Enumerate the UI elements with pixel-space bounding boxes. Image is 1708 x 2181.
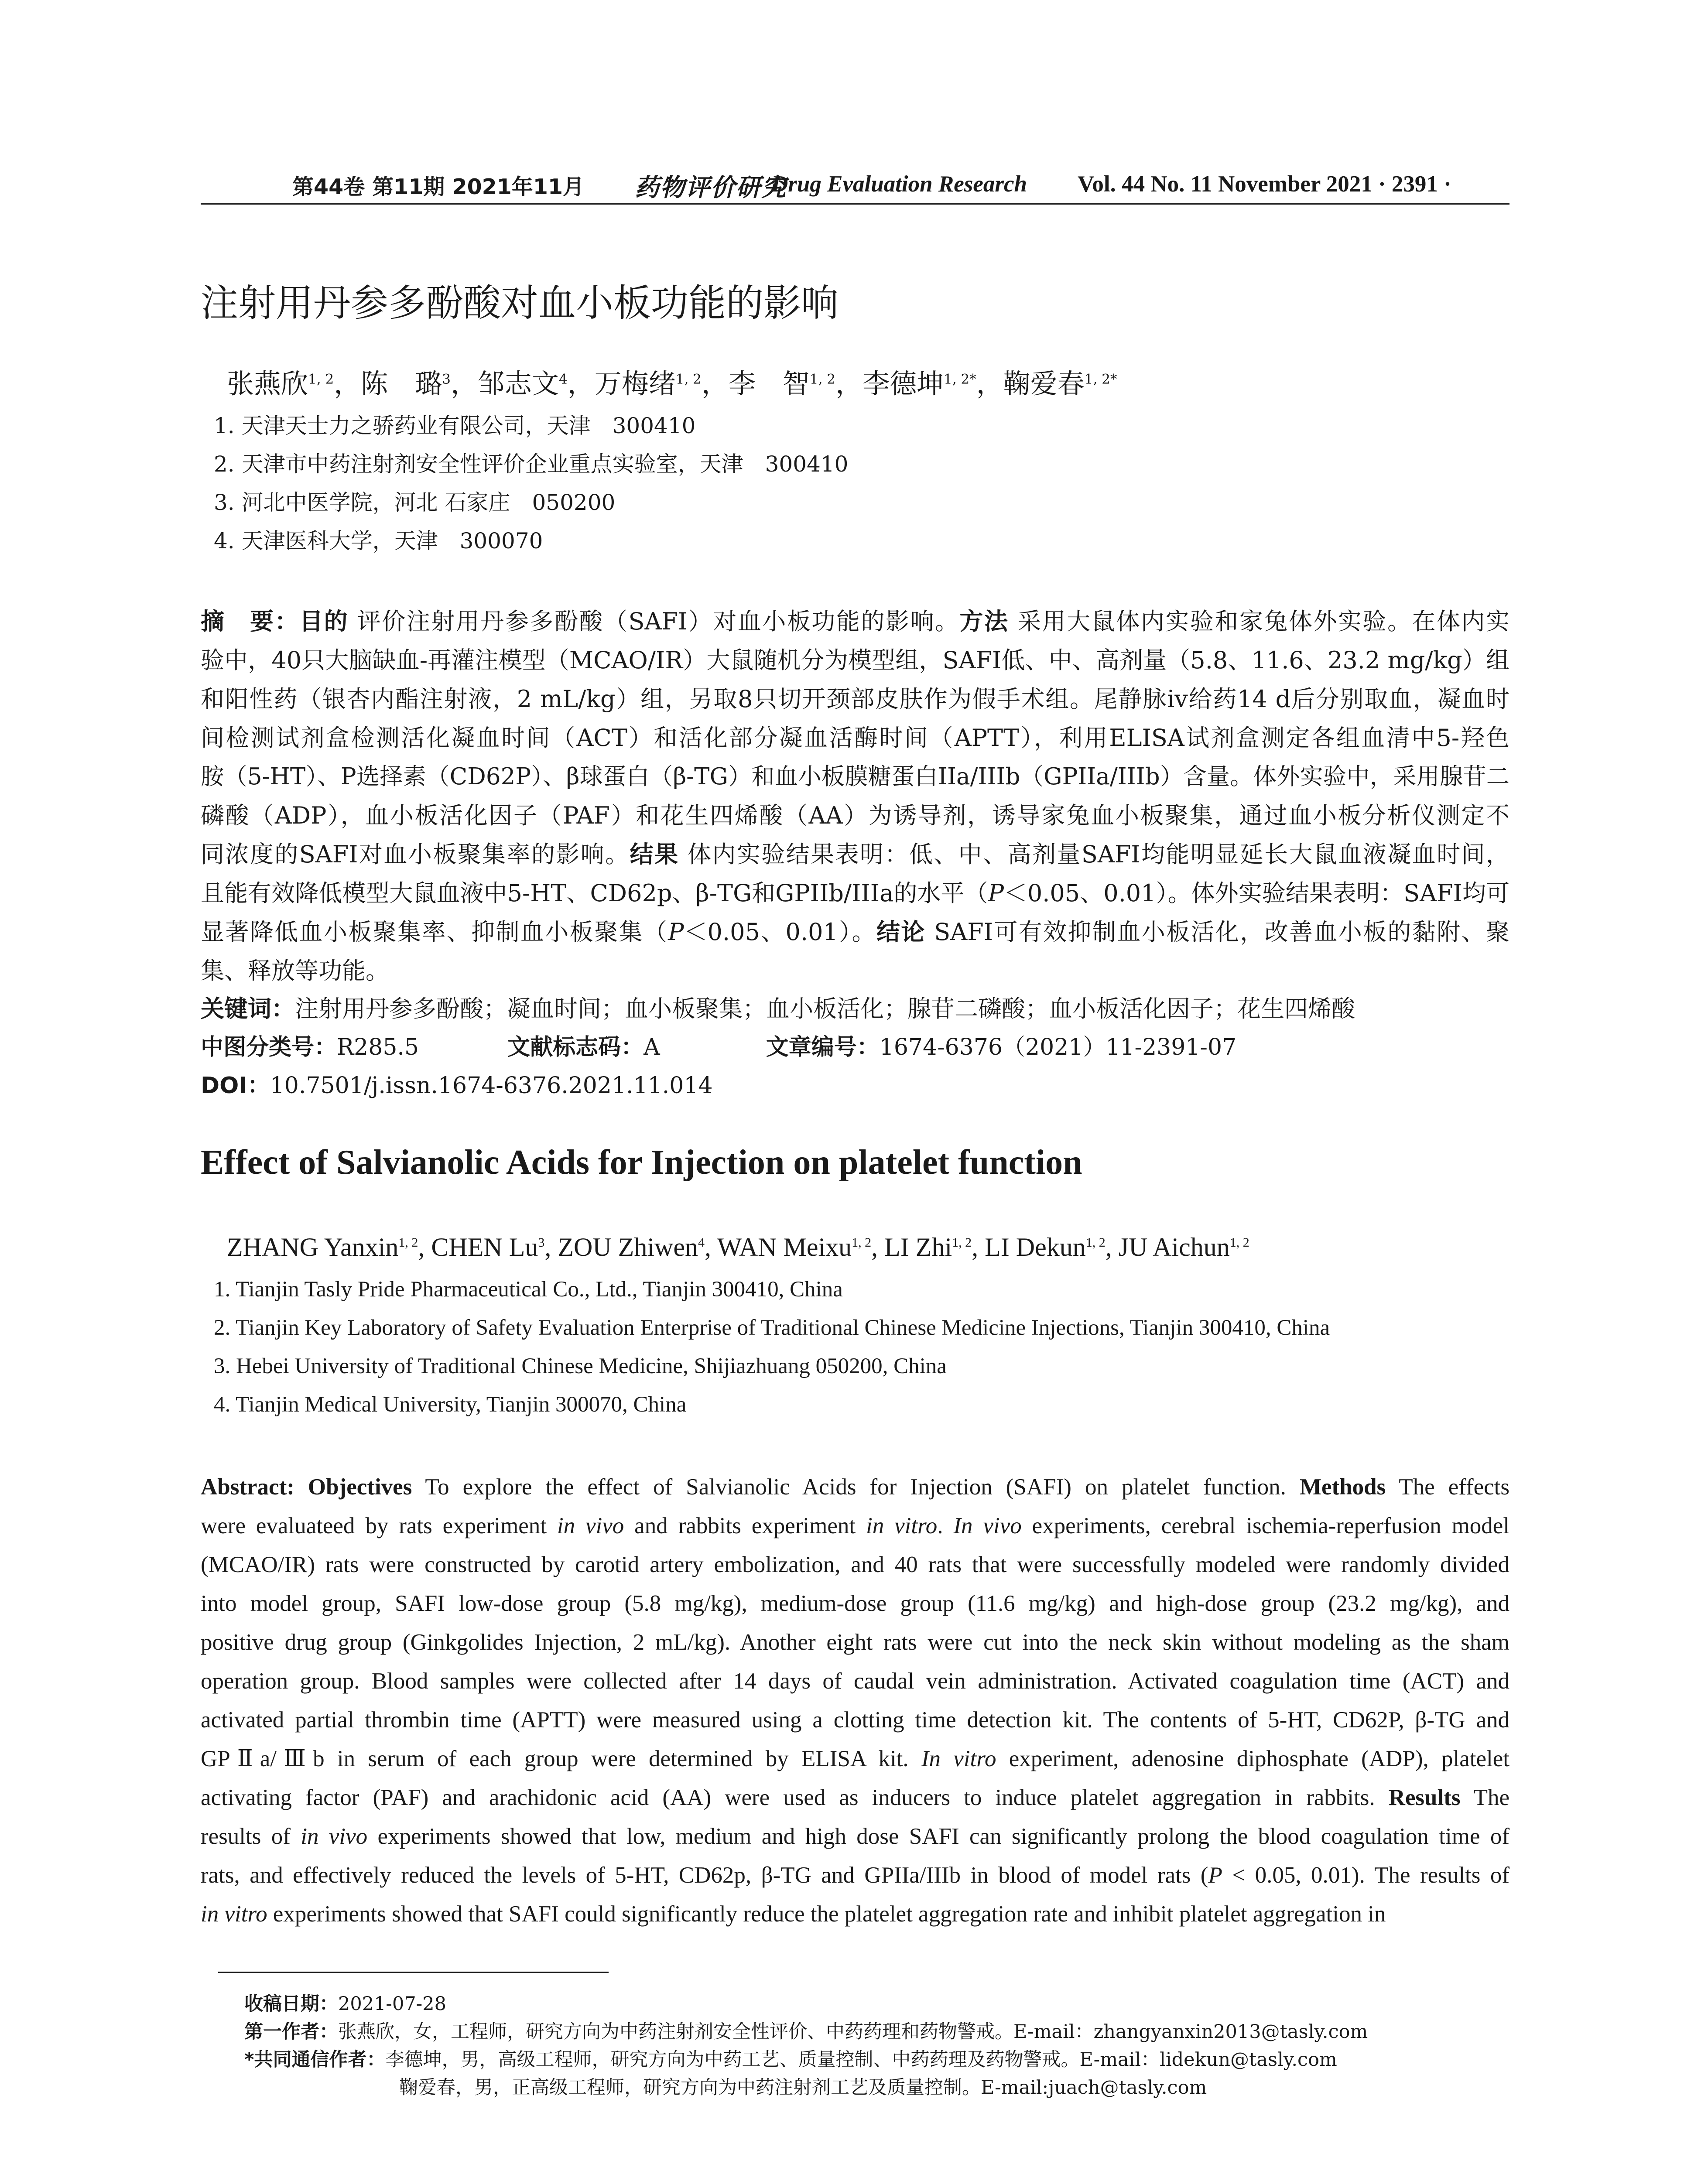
cn-abstract-line — [201, 835, 1509, 874]
en-affiliation-2: 2. Tianjin Key Laboratory of Safety Evaluation Enterprise of Traditional Chinese Medicine Injections, Tianjin 300410, China — [214, 1316, 1330, 1340]
en-abstract-line — [201, 1662, 1509, 1701]
en-abstract-line — [201, 1584, 1509, 1623]
cn-author-name: 李 智 — [728, 368, 810, 400]
abstract-text: 评价注射用丹参多酚酸（SAFI）对血小板功能的影响。 — [349, 608, 960, 635]
abstract-text: activated partial thrombin time (APTT) were measured using a clotting time detection kit. The contents of 5-HT, CD62P, β-TG and — [201, 1707, 1509, 1733]
cn-author-name: 鞠爱春 — [1003, 368, 1085, 400]
cn-authors — [227, 362, 1117, 401]
header-volume-page: Vol. 44 No. 11 November 2021 · 2391 · — [1078, 171, 1451, 197]
en-affiliation-3: 3. Hebei University of Traditional Chinese Medicine, Shijiazhuang 050200, China — [214, 1354, 947, 1378]
abstract-text: 间检测试剂盒检测活化凝血时间（ACT）和活化部分凝血活酶时间（APTT），利用ELISA试剂盒测定各组血清中5-羟色 — [201, 724, 1509, 752]
en-author-name: LI Zhi — [884, 1233, 952, 1261]
abstract-text: 集、释放等功能。 — [201, 957, 389, 985]
abstract-text: 同浓度的SAFI对血小板聚集率的影响。 — [201, 841, 630, 868]
en-author-name: LI Dekun — [985, 1233, 1086, 1261]
abstract-section-label: Results — [1388, 1785, 1461, 1810]
en-author-affil-sup: 1, 2 — [952, 1235, 972, 1250]
cn-author-affil-sup: 1, 2* — [944, 371, 976, 387]
en-affiliation-1: 1. Tianjin Tasly Pride Pharmaceutical Co., Ltd., Tianjin 300410, China — [214, 1277, 843, 1302]
en-author-affil-sup: 4 — [698, 1235, 705, 1250]
en-author-separator: , — [1105, 1233, 1119, 1261]
cn-doi — [201, 1067, 713, 1100]
cn-author-name: 陈 璐 — [361, 368, 442, 400]
cn-classification — [201, 1029, 1236, 1061]
footnote-rule — [218, 1972, 609, 1973]
abstract-text: 且能有效降低模型大鼠血液中5-HT、CD62p、β-TG和GPIIb/IIIa的水平（ — [201, 879, 988, 907]
cn-author-affil-sup: 4 — [558, 371, 568, 387]
abstract-text: operation group. Blood samples were collected after 14 days of caudal vein administration. Activated coagulation time (ACT) and — [201, 1668, 1509, 1694]
footnote-corresponding-1 — [244, 2045, 1337, 2072]
abstract-text: The effects — [1386, 1474, 1510, 1500]
en-author-separator: , — [972, 1233, 985, 1261]
cn-author-name: 万梅绪 — [594, 368, 676, 400]
cn-author-name: 邹志文 — [477, 368, 559, 400]
cn-abstract-line — [201, 951, 1509, 990]
abstract-text: into model group, SAFI low-dose group (5.8 mg/kg), medium-dose group (11.6 mg/kg) and high-dose group (23.2 mg/kg), and — [201, 1591, 1509, 1616]
keywords-label: 关键词： — [201, 995, 295, 1022]
abstract-section-label: Abstract: Objectives — [201, 1474, 412, 1500]
abstract-italic-term: in vivo — [557, 1513, 624, 1538]
keywords-text: 注射用丹参多酚酸；凝血时间；血小板聚集；血小板活化；腺苷二磷酸；血小板活化因子；花生四烯酸 — [295, 995, 1355, 1022]
first-author-label: 第一作者： — [244, 2021, 338, 2043]
en-abstract-line — [201, 1778, 1509, 1817]
cn-abstract-line — [201, 602, 1509, 641]
article-label: 文章编号： — [766, 1034, 880, 1060]
clc-value: R285.5 — [337, 1034, 419, 1060]
abstract-section-label: 结论 — [876, 918, 926, 946]
first-author-text: 张燕欣，女，工程师，研究方向为中药注射剂安全性评价、中药药理和药物警戒。E-mail：zhangyanxin2013@tasly.com — [338, 2021, 1368, 2043]
abstract-italic-term: P — [668, 918, 684, 946]
cn-affiliation-4: 4. 天津医科大学，天津 300070 — [214, 528, 543, 554]
abstract-text: 胺（5-HT）、P选择素（CD62P）、β球蛋白（β-TG）和血小板膜糖蛋白IIa/IIIb（GPIIa/IIIb）含量。体外实验中，采用腺苷二 — [201, 763, 1509, 790]
abstract-section-label: 结果 — [630, 841, 679, 868]
en-abstract-line — [201, 1856, 1509, 1895]
en-abstract-line — [201, 1740, 1509, 1778]
cn-abstract-line — [201, 796, 1509, 835]
en-author-separator: , — [544, 1233, 558, 1261]
abstract-text: experiments showed that SAFI could significantly reduce the platelet aggregation rate and inhibit platelet aggregation in — [267, 1901, 1386, 1927]
article-value: 1674-6376（2021）11-2391-07 — [879, 1034, 1237, 1060]
abstract-text: experiments showed that low, medium and high dose SAFI can significantly prolong the blood coagulation time of — [367, 1824, 1509, 1849]
abstract-text: ＜0.05、0.01）。 — [684, 918, 876, 946]
abstract-italic-term: P — [1208, 1863, 1222, 1888]
en-author-name: JU Aichun — [1118, 1233, 1230, 1261]
doc-label: 文献标志码： — [507, 1034, 644, 1060]
footnote-corresponding-2: 鞠爱春，男，正高级工程师，研究方向为中药注射剂工艺及质量控制。E-mail:juach@tasly.com — [399, 2077, 1207, 2099]
en-author-separator: , — [418, 1233, 431, 1261]
abstract-italic-term: P — [988, 879, 1004, 907]
cn-author-name: 张燕欣 — [227, 368, 308, 400]
cn-abstract-line — [201, 874, 1509, 913]
abstract-italic-term: in vivo — [301, 1824, 368, 1849]
cn-author-separator: ， — [450, 368, 478, 400]
cn-abstract-line — [201, 641, 1509, 680]
abstract-text: results of — [201, 1824, 301, 1849]
abstract-text: positive drug group (Ginkgolides Injection, 2 mL/kg). Another eight rats were cut into the neck skin without modeling as the sham — [201, 1630, 1509, 1655]
cn-abstract-line — [201, 718, 1509, 757]
cn-author-separator: ， — [701, 368, 729, 400]
journal-logo: 药物评价研究 — [635, 173, 787, 202]
header-issue: 第44卷 第11期 2021年11月 — [292, 174, 585, 199]
abstract-italic-term: In vivo — [953, 1513, 1022, 1538]
abstract-text: 和阳性药（银杏内酯注射液，2 mL/kg）组，另取8只切开颈部皮肤作为假手术组。尾静脉iv给药14 d后分别取血，凝血时 — [201, 685, 1509, 713]
en-abstract-line — [201, 1817, 1509, 1856]
header-rule — [201, 203, 1509, 205]
running-header — [201, 168, 1509, 202]
cn-author-affil-sup: 1, 2 — [675, 371, 702, 387]
cn-abstract-line — [201, 913, 1509, 951]
en-author-name: ZHANG Yanxin — [227, 1233, 399, 1261]
cn-abstract-line — [201, 680, 1509, 718]
abstract-section-label: 方法 — [959, 608, 1009, 635]
cn-title: 注射用丹参多酚酸对血小板功能的影响 — [201, 281, 839, 325]
doc-value: A — [643, 1034, 660, 1060]
abstract-text: . — [937, 1513, 954, 1538]
cn-author-separator: ， — [976, 368, 1003, 400]
en-author-name: ZOU Zhiwen — [558, 1233, 698, 1261]
abstract-italic-term: in vitro — [866, 1513, 938, 1538]
en-abstract-line — [201, 1545, 1509, 1584]
abstract-text: and rabbits experiment — [624, 1513, 866, 1538]
footnote-received — [244, 1989, 446, 2016]
en-author-affil-sup: 1, 2 — [852, 1235, 872, 1250]
received-date: 2021-07-28 — [338, 1993, 446, 2015]
abstract-text: < 0.05, 0.01). The results of — [1222, 1863, 1509, 1888]
cn-abstract — [201, 602, 1509, 990]
doi-value: 10.7501/j.issn.1674-6376.2021.11.014 — [270, 1073, 713, 1099]
abstract-text: The — [1460, 1785, 1509, 1810]
abstract-text: rats, and effectively reduced the levels of 5-HT, CD62p, β-TG and GPIIa/IIIb in blood of model rats ( — [201, 1863, 1208, 1888]
en-abstract-line — [201, 1507, 1509, 1545]
en-author-name: WAN Meixu — [717, 1233, 852, 1261]
cn-author-separator: ， — [334, 368, 361, 400]
cn-author-affil-sup: 1, 2 — [308, 371, 334, 387]
abstract-text: 验中，40只大脑缺血-再灌注模型（MCAO/IR）大鼠随机分为模型组，SAFI低、中、高剂量（5.8、11.6、23.2 mg/kg）组 — [201, 646, 1509, 674]
cn-keywords — [201, 990, 1355, 1024]
abstract-section-label: Methods — [1299, 1474, 1386, 1500]
en-author-affil-sup: 1, 2 — [398, 1235, 418, 1250]
en-title: Effect of Salvianolic Acids for Injection on platelet function — [201, 1143, 1082, 1182]
corresponding-author-1: 李德坤，男，高级工程师，研究方向为中药工艺、质量控制、中药药理及药物警戒。E-mail：lidekun@tasly.com — [385, 2049, 1337, 2071]
abstract-text: 采用大鼠体内实验和家兔体外实验。在体内实 — [1009, 608, 1510, 635]
en-abstract-line — [201, 1468, 1509, 1507]
cn-author-separator: ， — [835, 368, 863, 400]
en-authors — [227, 1232, 1249, 1262]
cn-abstract-line — [201, 757, 1509, 796]
en-abstract-line — [201, 1701, 1509, 1740]
abstract-text: GPⅡa/Ⅲb in serum of each group were determined by ELISA kit. — [201, 1746, 921, 1771]
corresponding-label: *共同通信作者： — [244, 2049, 386, 2071]
en-author-affil-sup: 1, 2 — [1229, 1235, 1249, 1250]
en-author-affil-sup: 3 — [538, 1235, 545, 1250]
abstract-section-label: 目的 — [299, 608, 349, 635]
abstract-text: were evaluateed by rats experiment — [201, 1513, 557, 1538]
abstract-text: 磷酸（ADP），血小板活化因子（PAF）和花生四烯酸（AA）为诱导剂，诱导家兔血小板聚集，通过血小板分析仪测定不 — [201, 802, 1509, 829]
cn-affiliation-3: 3. 河北中医学院，河北 石家庄 050200 — [214, 490, 616, 515]
en-abstract — [201, 1468, 1509, 1934]
abstract-text: To explore the effect of Salvianolic Acids for Injection (SAFI) on platelet function. — [412, 1474, 1300, 1500]
header-journal-name: Drug Evaluation Research — [771, 171, 1027, 197]
en-author-affil-sup: 1, 2 — [1085, 1235, 1106, 1250]
en-author-separator: , — [704, 1233, 717, 1261]
en-affiliation-4: 4. Tianjin Medical University, Tianjin 300070, China — [214, 1392, 687, 1417]
abstract-text: experiment, adenosine diphosphate (ADP), platelet — [996, 1746, 1509, 1771]
cn-author-affil-sup: 1, 2* — [1084, 371, 1117, 387]
cn-affiliation-1: 1. 天津天士力之骄药业有限公司，天津 300410 — [214, 413, 696, 438]
abstract-text: activating factor (PAF) and arachidonic acid (AA) were used as inducers to induce platelet aggregation in rabbits. — [201, 1785, 1389, 1810]
abstract-italic-term: in vitro — [201, 1901, 267, 1927]
footnote-first-author — [244, 2017, 1368, 2044]
clc-label: 中图分类号： — [201, 1034, 337, 1060]
cn-affiliation-2: 2. 天津市中药注射剂安全性评价企业重点实验室，天津 300410 — [214, 451, 849, 477]
abstract-italic-term: In vitro — [921, 1746, 996, 1771]
en-abstract-line — [201, 1623, 1509, 1662]
received-label: 收稿日期： — [244, 1993, 338, 2015]
en-author-name: CHEN Lu — [431, 1233, 538, 1261]
abstract-text: experiments, cerebral ischemia-reperfusion model — [1021, 1513, 1510, 1538]
en-abstract-line — [201, 1895, 1509, 1934]
abstract-text: ＜0.05、0.01）。体外实验结果表明：SAFI均可 — [1003, 879, 1509, 907]
abstract-text: (MCAO/IR) rats were constructed by carotid artery embolization, and 40 rats that were successfully modeled were randomly divided — [201, 1552, 1509, 1577]
cn-author-separator: ， — [567, 368, 595, 400]
en-author-separator: , — [871, 1233, 885, 1261]
cn-author-affil-sup: 1, 2 — [809, 371, 836, 387]
doi-label: DOI： — [201, 1073, 270, 1099]
cn-author-affil-sup: 3 — [442, 371, 451, 387]
abstract-text: 显著降低血小板聚集率、抑制血小板聚集（ — [201, 918, 668, 946]
cn-author-name: 李德坤 — [863, 368, 944, 400]
abstract-label: 摘 要： — [201, 608, 300, 635]
abstract-text: 体内实验结果表明：低、中、高剂量SAFI均能明显延长大鼠血液凝血时间， — [679, 841, 1510, 868]
abstract-text: SAFI可有效抑制血小板活化，改善血小板的黏附、聚 — [925, 918, 1510, 946]
